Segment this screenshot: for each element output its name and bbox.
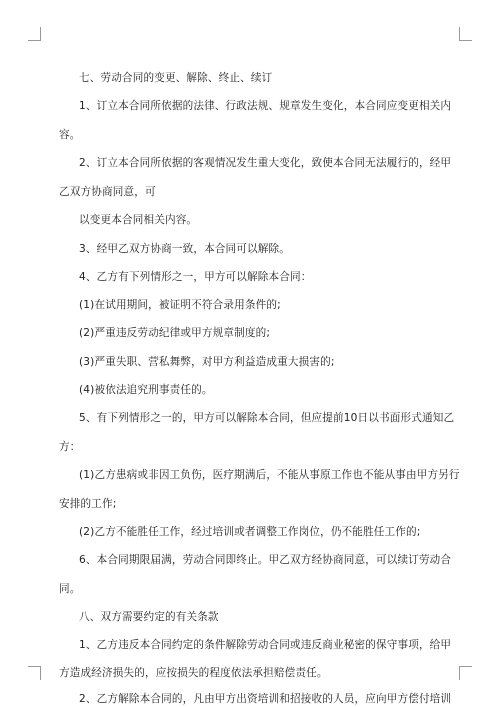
list-item: 安排的工作; — [59, 498, 117, 510]
list-item: (4)被依法追究刑事责任的。 — [79, 384, 213, 396]
paragraph-line: 以变更本合同相关内容。 — [79, 214, 198, 226]
paragraph-line: 1、订立本合同所依据的法律、行政法规、规章发生变化，本合同应变更相关内 — [79, 100, 452, 112]
list-item: (1)在试用期间，被证明不符合录用条件的; — [79, 299, 281, 311]
list-item: (2)乙方不能胜任工作，经过培训或者调整工作岗位，仍不能胜任工作的; — [79, 526, 421, 538]
section-heading: 七、劳动合同的变更、解除、终止、续订 — [79, 72, 273, 84]
paragraph-line: 方造成经济损失的，应按损失的程度依法承担赔偿责任。 — [59, 667, 328, 679]
paragraph-line: 6、本合同期限届满，劳动合同即终止。甲乙双方经协商同意，可以续订劳动合 — [79, 554, 452, 566]
paragraph-line: 乙双方协商同意，可 — [59, 186, 156, 198]
list-item: (1)乙方患病或非因工负伤，医疗期满后，不能从事原工作也不能从事由甲方另行 — [79, 469, 460, 481]
paragraph-line: 3、经甲乙双方协商一致，本合同可以解除。 — [79, 243, 291, 255]
paragraph-line: 同。 — [59, 583, 81, 595]
section-heading: 八、双方需要约定的有关条款 — [79, 611, 219, 623]
paragraph-line: 5、有下列情形之一的，甲方可以解除本合同，但应提前10日以书面形式通知乙 — [79, 412, 455, 424]
paragraph-line: 2、乙方解除本合同的，凡由甲方出资培训和招接收的人员，应向甲方偿付培训 — [79, 693, 452, 705]
paragraph-line: 容。 — [59, 129, 81, 141]
list-item: (3)严重失职、营私舞弊，对甲方利益造成重大损害的; — [79, 356, 335, 368]
list-item: (2)严重违反劳动纪律或甲方规章制度的; — [79, 327, 271, 339]
paragraph-line: 2、订立本合同所依据的客观情况发生重大变化，致使本合同无法履行的，经甲 — [79, 157, 452, 169]
paragraph-line: 方： — [59, 441, 81, 453]
paragraph-line: 4、乙方有下列情形之一，甲方可以解除本合同： — [79, 271, 312, 283]
paragraph-line: 1、乙方违反本合同约定的条件解除劳动合同或违反商业秘密的保守事项，给甲 — [79, 639, 452, 651]
